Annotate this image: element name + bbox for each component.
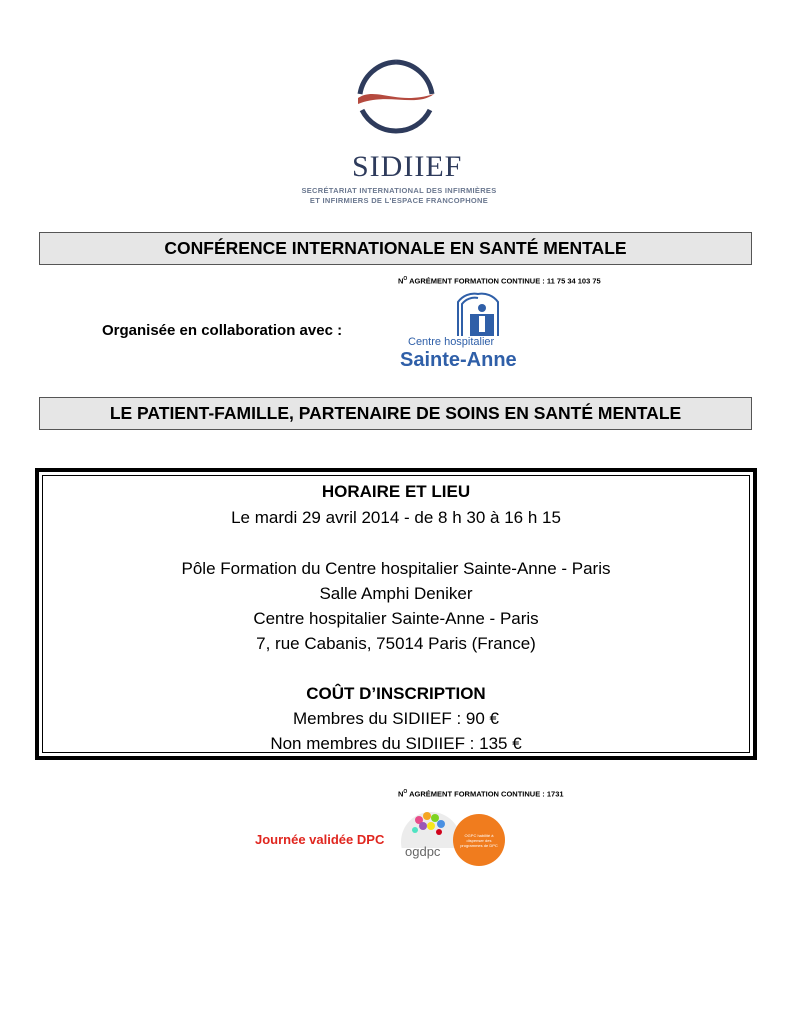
venue-line1: Pôle Formation du Centre hospitalier Sainte-Anne - Paris bbox=[181, 559, 611, 578]
sainte-anne-logo bbox=[398, 292, 543, 374]
venue-line2: Salle Amphi Deniker bbox=[319, 584, 473, 603]
agrement2-sup: O bbox=[403, 789, 408, 795]
logo-subtitle bbox=[274, 186, 524, 206]
info-box-inner bbox=[42, 475, 750, 753]
partner-line1: Centre hospitalier bbox=[408, 336, 495, 348]
dpc-validated-text: Journée validée DPC bbox=[255, 832, 385, 847]
venue-address: 7, rue Cabanis, 75014 Paris (France) bbox=[256, 634, 536, 653]
sidiief-logo bbox=[272, 58, 522, 208]
price-non-members: Non membres du SIDIIEF : 135 € bbox=[270, 734, 522, 753]
ogdpc-text: ogdpc bbox=[405, 844, 441, 859]
conference-title: CONFÉRENCE INTERNATIONALE EN SANTÉ MENTALE bbox=[39, 232, 752, 265]
ogdpc-tree-icon bbox=[401, 808, 461, 848]
logo-subtitle-line1: SECRÉTARIAT INTERNATIONAL DES INFIRMIÈRES bbox=[301, 186, 497, 195]
cost-heading: COÛT D’INSCRIPTION bbox=[306, 684, 486, 703]
agrement-number-2 bbox=[398, 789, 564, 799]
sainte-anne-emblem-icon bbox=[454, 292, 502, 338]
schedule-heading: HORAIRE ET LIEU bbox=[321, 482, 471, 501]
sidiief-emblem-icon bbox=[356, 58, 436, 148]
agrement1-sup: O bbox=[403, 276, 408, 282]
ogdpc-logo bbox=[401, 808, 506, 872]
ogdpc-badge: OGPC habilité à dispenser des programmes de DPC bbox=[453, 814, 505, 866]
price-members: Membres du SIDIIEF : 90 € bbox=[293, 709, 499, 728]
logo-word: SIDIIEF bbox=[352, 150, 463, 183]
logo-subtitle-line2: ET INFIRMIERS DE L'ESPACE FRANCOPHONE bbox=[309, 196, 489, 205]
agrement1-prefix: N bbox=[398, 276, 404, 286]
agrement-number-1 bbox=[398, 276, 601, 286]
agrement1-text: AGRÉMENT FORMATION CONTINUE : 11 75 34 103 75 bbox=[407, 276, 601, 286]
event-date: Le mardi 29 avril 2014 - de 8 h 30 à 16 h 15 bbox=[231, 508, 561, 527]
collaboration-text: Organisée en collaboration avec : bbox=[102, 322, 343, 339]
venue-line3: Centre hospitalier Sainte-Anne - Paris bbox=[253, 609, 539, 628]
agrement2-text: AGRÉMENT FORMATION CONTINUE : 1731 bbox=[407, 789, 564, 799]
theme-title: LE PATIENT-FAMILLE, PARTENAIRE DE SOINS EN SANTÉ MENTALE bbox=[39, 397, 752, 430]
info-box bbox=[35, 468, 757, 760]
partner-line2: Sainte-Anne bbox=[400, 349, 517, 371]
agrement2-prefix: N bbox=[398, 789, 404, 799]
